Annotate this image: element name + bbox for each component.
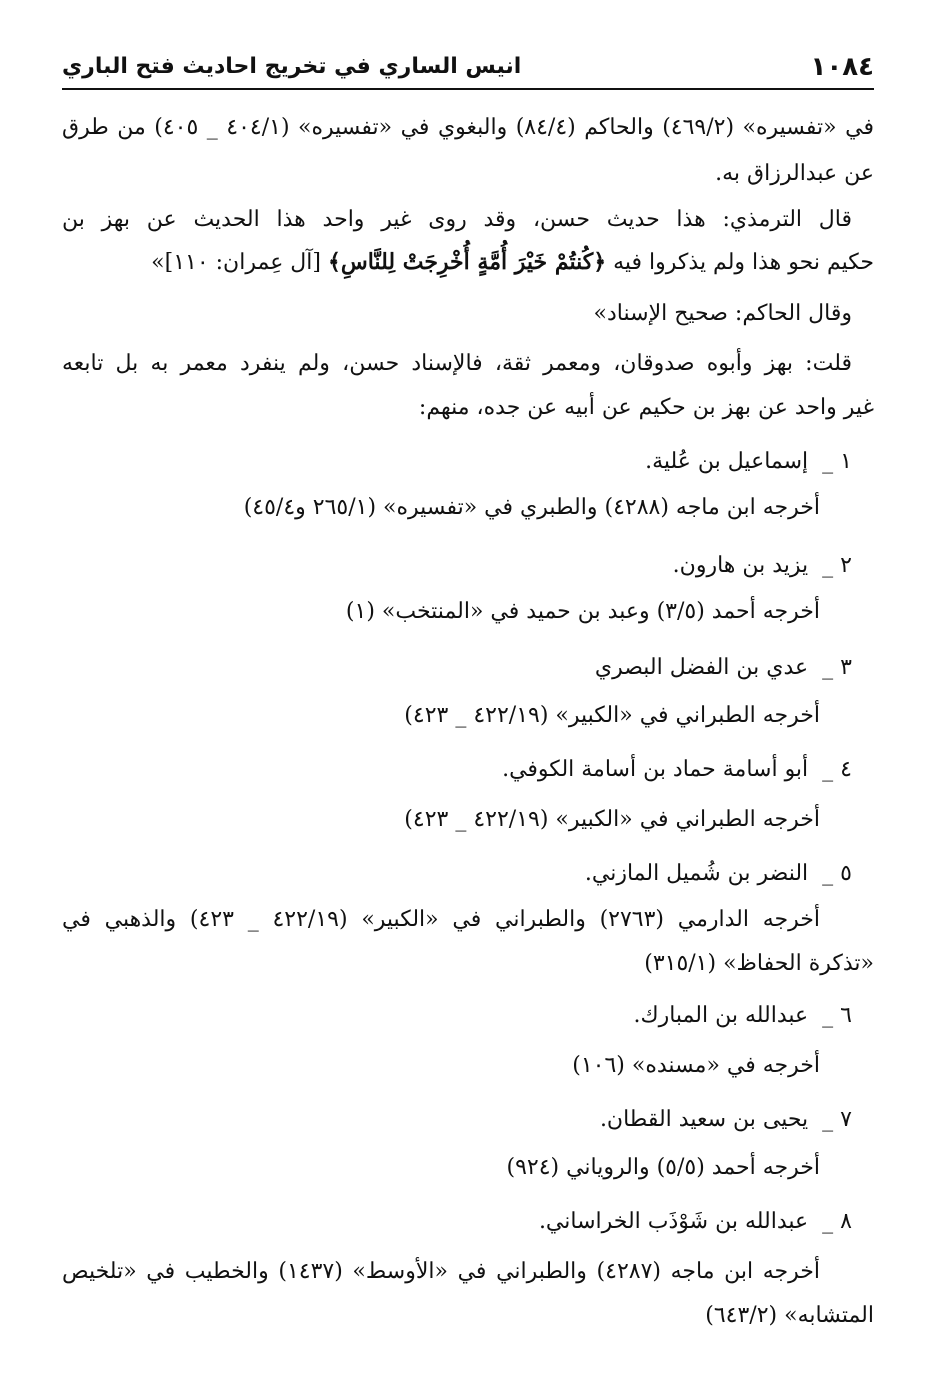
takhrij-line: أخرجه الطبراني في «الكبير» (٤٢٢/١٩ _ ٤٢٣) bbox=[404, 807, 820, 832]
list-item-name bbox=[62, 652, 874, 684]
narrator-name: إسماعيل بن عُلية. bbox=[645, 449, 809, 474]
list-item-number: ٣ _ bbox=[822, 655, 852, 680]
takhrij-line: أخرجه ابن ماجه (٤٢٨٧) والطبراني في «الأوسط» (١٤٣٧) والخطيب في «تلخيص bbox=[62, 1259, 820, 1284]
takhrij-line: «تذكرة الحفاظ» (٣١٥/١) bbox=[644, 951, 874, 976]
narrator-name: يزيد بن هارون. bbox=[672, 553, 809, 578]
narrator-name: عدي بن الفضل البصري bbox=[594, 655, 809, 680]
quran-verse: ﴿كُنتُمْ خَيْرَ أُمَّةٍ أُخْرِجَتْ لِلنَّاسِ﴾ bbox=[327, 249, 607, 275]
list-item-number: ٢ _ bbox=[822, 553, 852, 578]
paragraph-2-line-1: قال الترمذي: هذا حديث حسن، وقد روى غير واحد هذا الحديث عن بهز بن bbox=[62, 207, 852, 232]
paragraph-4-line-1: قلت: بهز وأبوه صدوقان، ومعمر ثقة، فالإسناد حسن، ولم ينفرد معمر به بل تابعه bbox=[62, 351, 852, 376]
takhrij-line: أخرجه الطبراني في «الكبير» (٤٢٢/١٩ _ ٤٢٣) bbox=[404, 703, 820, 728]
narrator-name: أبو أسامة حماد بن أسامة الكوفي. bbox=[502, 757, 809, 782]
narrator-name: النضر بن شُميل المازني. bbox=[584, 861, 809, 886]
list-item-number: ٤ _ bbox=[822, 757, 852, 782]
list-item-name bbox=[62, 858, 874, 890]
list-item-name bbox=[62, 1104, 874, 1136]
page-number: ١٠٨٤ bbox=[810, 52, 874, 82]
takhrij-line: أخرجه الدارمي (٢٧٦٣) والطبراني في «الكبير» (٤٢٢/١٩ _ ٤٢٣) والذهبي في bbox=[62, 907, 820, 932]
narrator-name: يحيى بن سعيد القطان. bbox=[599, 1107, 809, 1132]
page-header bbox=[62, 48, 874, 90]
list-item-number: ٦ _ bbox=[822, 1003, 852, 1028]
takhrij-line: أخرجه ابن ماجه (٤٢٨٨) والطبري في «تفسيره» (٢٦٥/١ و٤٥/٤) bbox=[243, 495, 820, 520]
paragraph-4-line-2: غير واحد عن بهز بن حكيم عن أبيه عن جده، منهم: bbox=[418, 395, 874, 420]
list-item-number: ٥ _ bbox=[822, 861, 852, 886]
verse-reference: [آل عِمران: ١١٠]» bbox=[151, 250, 328, 275]
paragraph-1-line-1: في «تفسيره» (٤٦٩/٢) والحاكم (٨٤/٤) والبغوي في «تفسيره» (٤٠٤/١ _ ٤٠٥) من طرق bbox=[62, 115, 874, 140]
paragraph-3: وقال الحاكم: صحيح الإسناد» bbox=[593, 301, 852, 326]
list-item-number: ٨ _ bbox=[822, 1209, 852, 1234]
list-item-number: ٧ _ bbox=[822, 1107, 852, 1132]
takhrij-line: أخرجه في «مسنده» (١٠٦) bbox=[572, 1053, 820, 1078]
list-item-name bbox=[62, 1000, 874, 1032]
list-item-name bbox=[62, 550, 874, 582]
takhrij-line: أخرجه أحمد (٥/٥) والروياني (٩٢٤) bbox=[506, 1155, 820, 1180]
list-item-name bbox=[62, 446, 874, 478]
takhrij-line: المتشابه» (٦٤٣/٢) bbox=[705, 1303, 874, 1328]
narrator-name: عبدالله بن المبارك. bbox=[633, 1003, 809, 1028]
paragraph-1-line-2: عن عبدالرزاق به. bbox=[715, 161, 874, 186]
list-item-number: ١ _ bbox=[822, 449, 852, 474]
page bbox=[62, 0, 874, 1384]
paragraph-2-line-2 bbox=[62, 246, 874, 279]
list-item-name bbox=[62, 1206, 874, 1238]
running-title: انيس الساري في تخريج احاديث فتح الباري bbox=[62, 54, 522, 79]
narrator-name: عبدالله بن شَوْذَب الخراساني. bbox=[538, 1209, 809, 1234]
list-item-name bbox=[62, 754, 874, 786]
paragraph-2-text: حكيم نحو هذا ولم يذكروا فيه bbox=[606, 250, 874, 275]
takhrij-line: أخرجه أحمد (٣/٥) وعبد بن حميد في «المنتخب» (١) bbox=[345, 599, 820, 624]
